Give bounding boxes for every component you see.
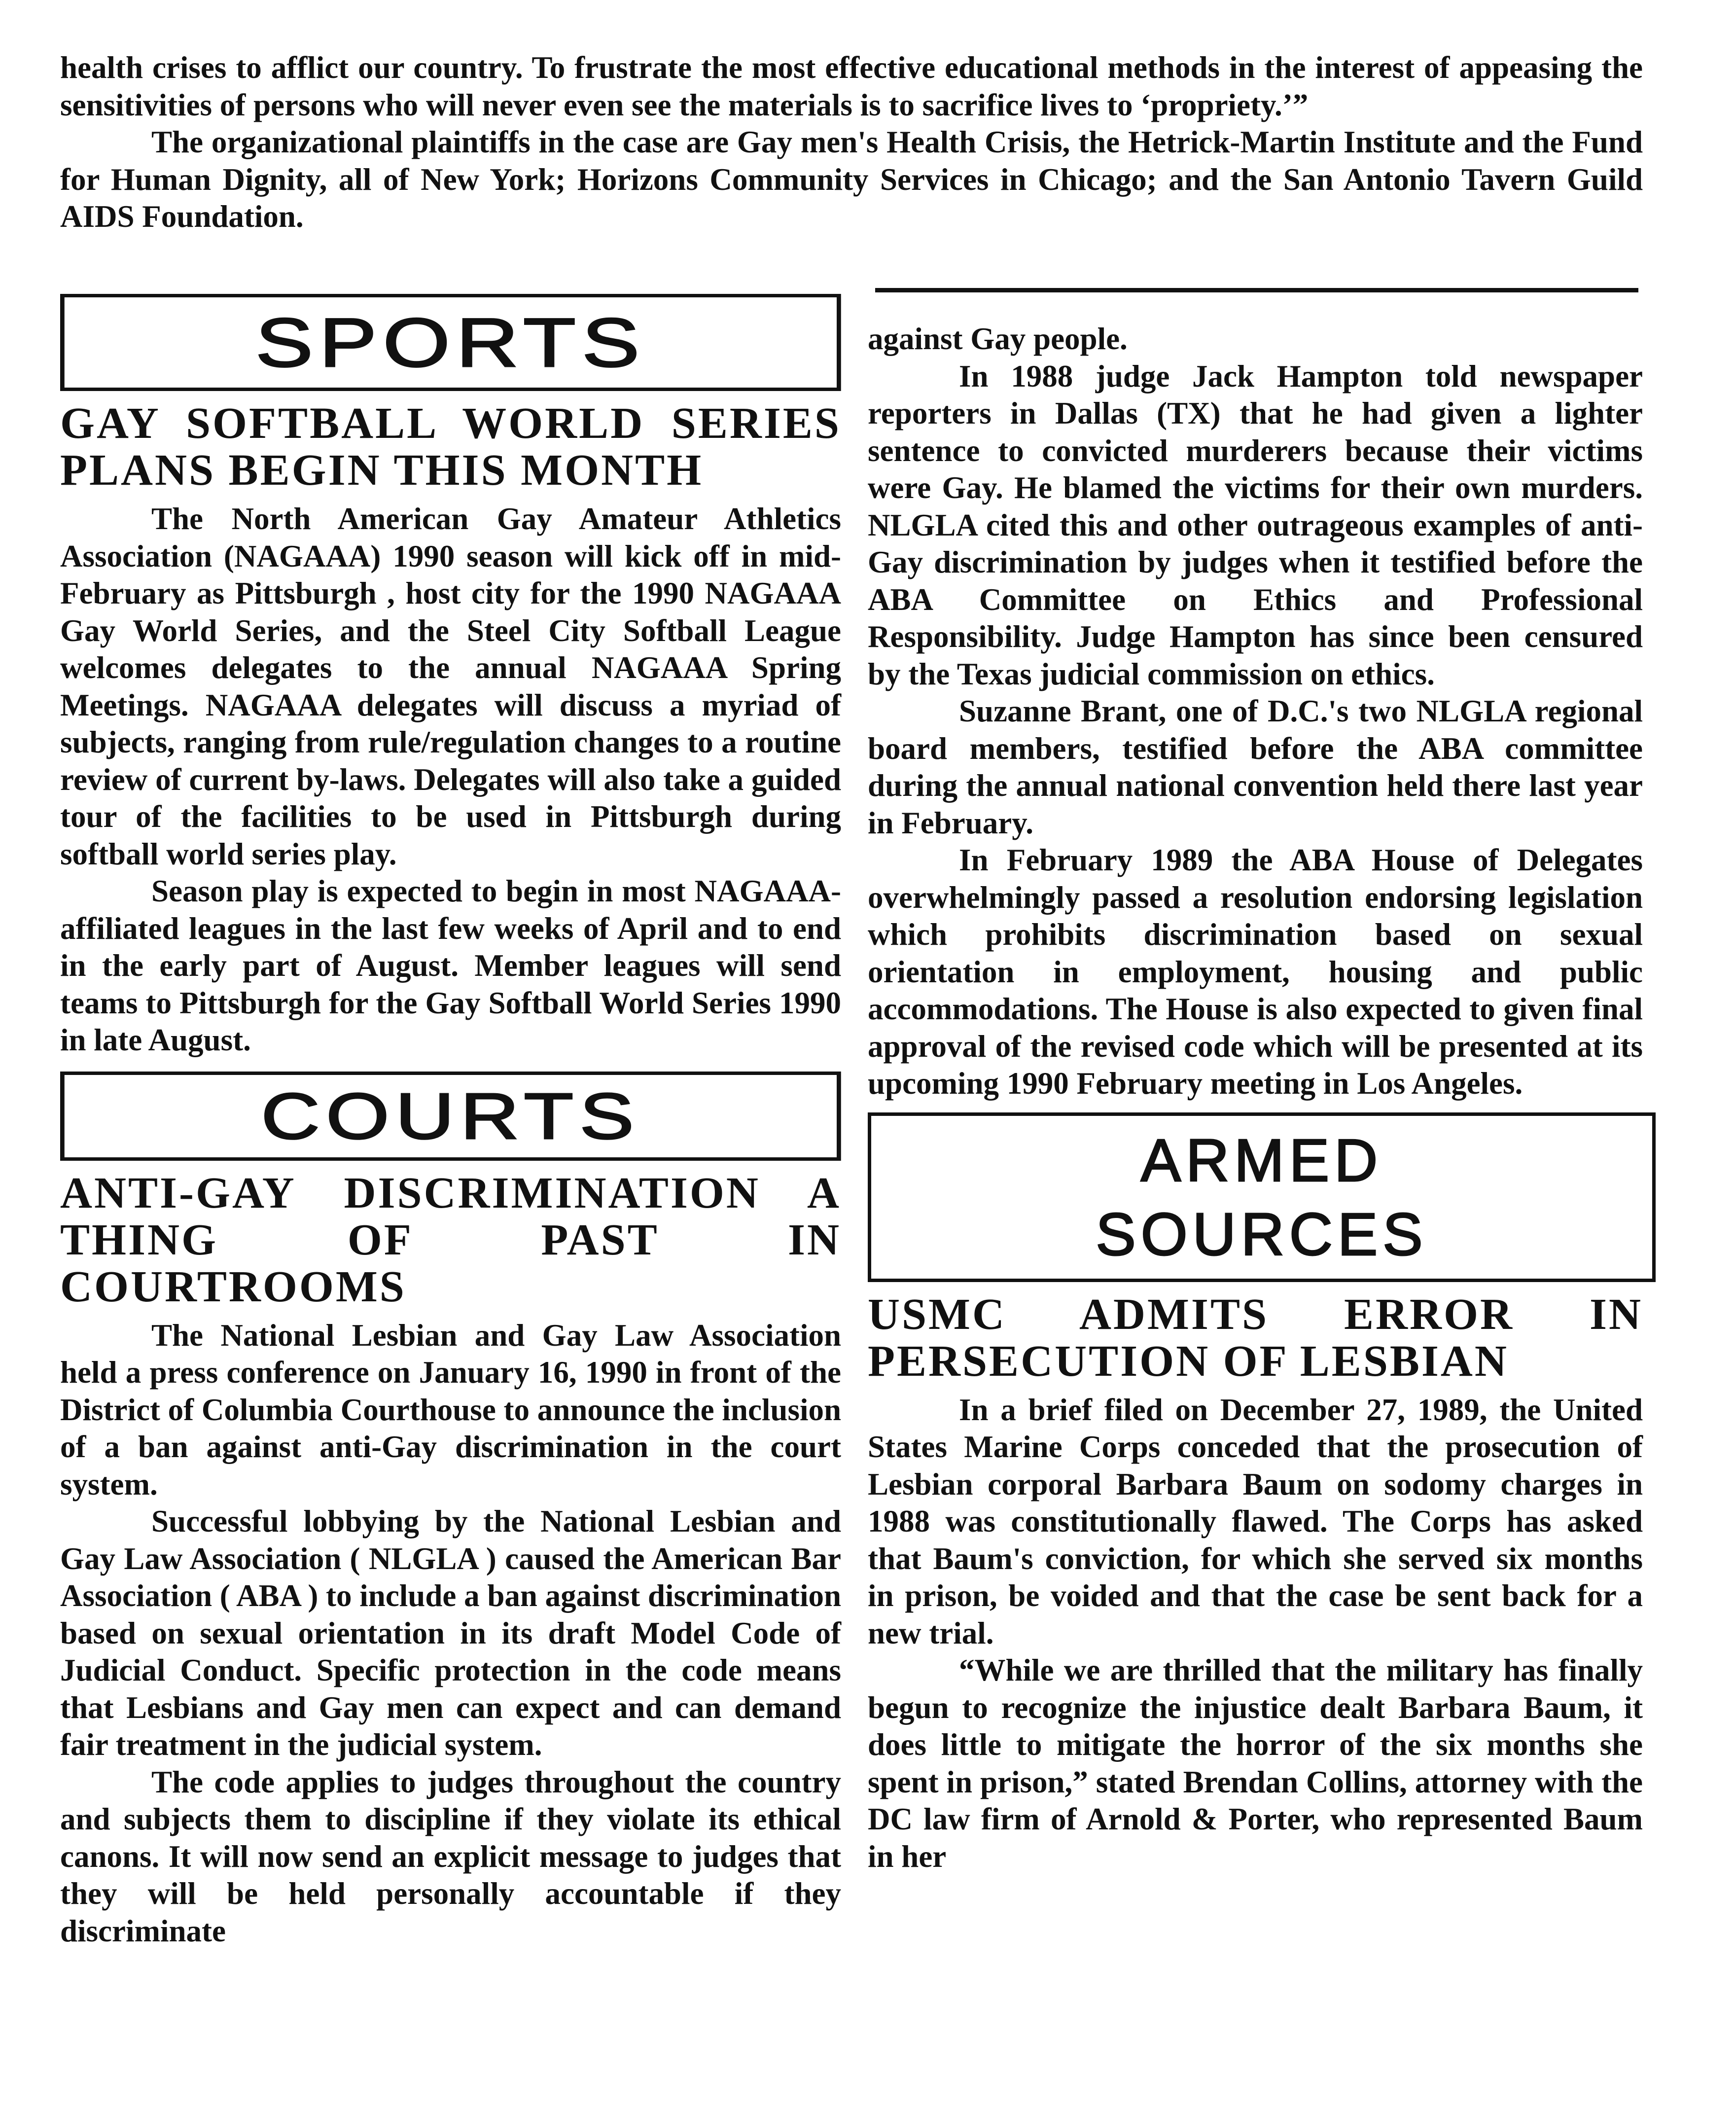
paragraph: Season play is expected to begin in most NAGAAA-affiliated leagues in the last few weeks of April and to end in the early part of August. Member leagues will send teams to Pittsburgh for the Gay Softball World Series 1990 in late August. — [60, 874, 841, 1057]
paragraph: In 1988 judge Jack Hampton told newspaper reporters in Dallas (TX) that he had given a lighter sentence to convicted murderers because their victims were Gay. He blamed the victims for their own murders. NLGLA cited this and other outrageous examples of anti-Gay discrimination by judges when it testified before the ABA Committee on Ethics and Professional Responsibility. Judge Hampton has since been censured by the Texas judicial commission on ethics. — [868, 358, 1643, 691]
headline-usmc: USMC ADMITS ERROR IN PERSECUTION OF LESBIAN — [868, 1289, 1643, 1386]
section-label: SOURCES — [1096, 1200, 1428, 1268]
paragraph: The code applies to judges throughout the country and subjects them to discipline if they violate its ethical canons. It will now send an explicit message to judges that they will be held personally accountable if they discriminate — [60, 1764, 841, 1948]
paragraph: “While we are thrilled that the military has finally begun to recognize the injustice dealt Barbara Baum, it does little to mitigate the horror of the six months she spent in prison,” stated Brendan Collins, attorney with the DC law firm of Arnold & Porter, who represented Baum in her — [868, 1653, 1643, 1874]
section-label: ARMED — [1140, 1126, 1383, 1194]
section-label: SPORTS — [255, 303, 646, 381]
section-header-courts — [60, 1072, 841, 1161]
paragraph: The North American Gay Amateur Athletics Association (NAGAAA) 1990 season will kick off in mid-February as Pittsburgh , host city for the 1990 NAGAAA Gay World Series, and the Steel City Softball League welcomes delegates to the annual NAGAAA Spring Meetings. NAGAAA delegates will discuss a myriad of subjects, ranging from rule/regulation changes to a routine review of current by-laws. Delegates will also take a guided tour of the facilities to be used in Pittsburgh during softball world series play. — [60, 501, 841, 871]
paragraph: against Gay people. — [868, 322, 1128, 356]
top-continuation — [60, 49, 1643, 236]
section-header-sports — [60, 294, 841, 391]
headline-softball: GAY SOFTBALL WORLD SERIES PLANS BEGIN THIS MONTH — [60, 399, 841, 495]
column-divider-rule — [875, 288, 1638, 292]
paragraph: Suzanne Brant, one of D.C.'s two NLGLA regional board members, testified before the ABA committee during the annual national convention held there last year in February. — [868, 694, 1643, 840]
section-header-armed-sources — [868, 1112, 1656, 1282]
paragraph: Successful lobbying by the National Lesbian and Gay Law Association ( NLGLA ) caused the American Bar Association ( ABA ) to include a ban against discrimination based on sexual orientation in its draft Model Code of Judicial Conduct. Specific protection in the code means that Lesbians and Gay men can expect and can demand fair treatment in the judicial system. — [60, 1504, 841, 1762]
left-column — [60, 294, 841, 1950]
right-column — [868, 321, 1643, 1875]
paragraph: In a brief filed on December 27, 1989, the United States Marine Corps conceded that the prosecution of Lesbian corporal Barbara Baum on sodomy charges in 1988 was constitutionally flawed. The Corps has asked that Baum's conviction, for which she served six months in prison, be voided and that the case be sent back for a new trial. — [868, 1392, 1643, 1650]
paragraph: In February 1989 the ABA House of Delegates overwhelmingly passed a resolution endorsing legislation which prohibits discrimination based on sexual orientation in employment, housing and public accommodations. The House is also expected to given final approval of the revised code which will be presented at its upcoming 1990 February meeting in Los Angeles. — [868, 843, 1643, 1101]
paragraph: The organizational plaintiffs in the case are Gay men's Health Crisis, the Hetrick-Martin Institute and the Fund for Human Dignity, all of New York; Horizons Community Services in Chicago; and the San Antonio Tavern Guild AIDS Foundation. — [60, 125, 1643, 234]
paragraph: The National Lesbian and Gay Law Association held a press conference on January 16, 1990 in front of the District of Columbia Courthouse to announce the inclusion of a ban against anti-Gay discrimination in the court system. — [60, 1318, 841, 1501]
section-label: COURTS — [261, 1079, 640, 1152]
paragraph: health crises to afflict our country. To frustrate the most effective educational methods in the interest of appeasing the sensitivities of persons who will never even see the materials is to sacrifice lives to ‘propriety.’” — [60, 50, 1643, 122]
headline-courts: ANTI-GAY DISCRIMINATION A THING OF PAST IN COURTROOMS — [60, 1168, 841, 1311]
